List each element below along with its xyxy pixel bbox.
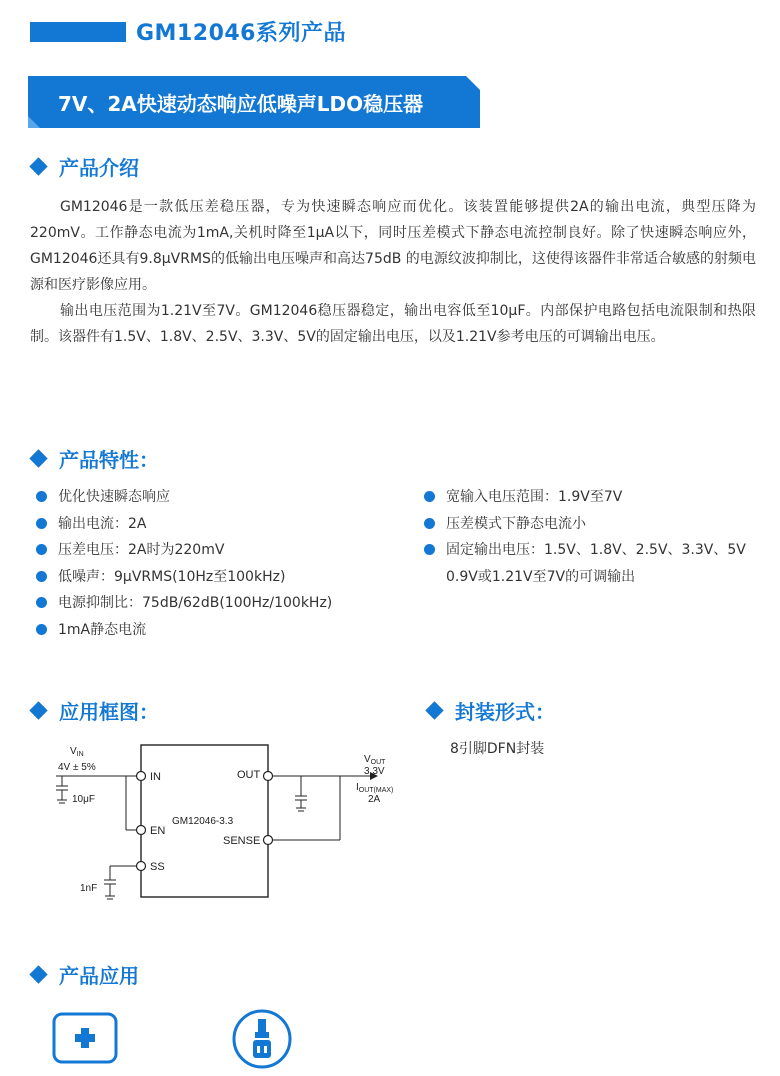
feature-text: 压差模式下静态电流小 (446, 515, 586, 532)
bullet-dot-icon (36, 491, 47, 502)
intro-paragraph-2: 输出电压范围为1.21V至7V。GM12046稳压器稳定，输出电容低至10μF。内部保护电路包括电流限制和热限制。该器件有1.5V、1.8V、2.5V、3.3V、5V的固定输出电压，以及1.21V参考电压的可调输出电压。 (30, 303, 756, 345)
feature-text: 固定输出电压：1.5V、1.8V、2.5V、3.3V、5V (446, 542, 746, 558)
app-diagram-heading (28, 696, 159, 725)
pin-in-node (137, 772, 146, 781)
bullet-dot-icon (36, 571, 47, 582)
product-banner (28, 76, 480, 128)
feature-item (30, 484, 410, 511)
pin-en-node (137, 826, 146, 835)
diamond-bullet-icon (29, 449, 47, 467)
feature-item (30, 511, 410, 538)
feature-text: 1mA静态电流 (58, 621, 147, 638)
banner-title: 7V、2A快速动态响应低噪声LDO稳压器 (58, 92, 424, 116)
header-accent-bar (30, 22, 126, 42)
applications-heading-label: 产品应用 (59, 964, 139, 988)
vout-label: $V_{OUT}$ (364, 754, 386, 766)
app-diagram-heading-label: 应用框图： (59, 700, 159, 724)
feature-item-continuation (418, 564, 758, 591)
pin-out-node (264, 772, 273, 781)
bullet-dot-icon (424, 518, 435, 529)
page-title: GM12046系列产品 (136, 21, 346, 46)
diamond-bullet-icon (29, 157, 47, 175)
feature-text: 低噪声：9μVRMS(10Hz至100kHz) (58, 568, 286, 585)
pin-in-label: IN (150, 771, 161, 783)
application-circuit-diagram (40, 740, 420, 920)
feature-item (418, 484, 758, 511)
cin-value: 10μF (72, 794, 95, 805)
feature-text: 输出电流：2A (58, 515, 147, 532)
feature-text: 压差电压：2A时为220mV (58, 542, 225, 558)
feature-text: 优化快速瞬态响应 (58, 489, 170, 505)
features-right-list (418, 484, 758, 590)
bullet-dot-icon (424, 491, 435, 502)
bullet-dot-icon (36, 624, 47, 635)
features-heading (28, 444, 159, 473)
pin-out-label: OUT (237, 769, 261, 781)
feature-text: 宽输入电压范围：1.9V至7V (446, 489, 623, 505)
feature-item (418, 511, 758, 538)
iout-label: $I_{OUT(MAX)}$ (356, 782, 394, 794)
feature-item (30, 590, 410, 617)
intro-heading (28, 152, 139, 181)
bullet-dot-icon (424, 544, 435, 555)
bullet-dot-icon (36, 518, 47, 529)
feature-item (418, 537, 758, 564)
medical-plus-icon (52, 1012, 118, 1064)
features-left-list (30, 484, 410, 643)
diamond-bullet-icon (425, 701, 443, 719)
feature-text: 电源抑制比：75dB/62dB(100Hz/100kHz) (58, 595, 333, 611)
intro-paragraph-1: GM12046是一款低压差稳压器，专为快速瞬态响应而优化。该装置能够提供2A的输出电流，典型压降为220mV。工作静态电流为1mA,关机时降至1μA以下，同时压差模式下静态电流控制良好。除了快速瞬态响应外，GM12046还具有9.8μVRMS的低输出电压噪声和高达75dB 的电源纹波抑制比，这使得该器件非常适合敏感的射频电源和医疗影像应用。 (30, 199, 756, 293)
iout-value: 2A (368, 794, 381, 805)
pin-sense-node (264, 836, 273, 845)
package-text: 8引脚DFN封装 (450, 741, 545, 757)
diamond-bullet-icon (29, 701, 47, 719)
applications-heading (28, 960, 139, 989)
pin-ss-label: SS (150, 861, 165, 873)
diamond-bullet-icon (29, 965, 47, 983)
bullet-dot-icon (36, 544, 47, 555)
pin-en-label: EN (150, 825, 166, 837)
pin-ss-node (137, 862, 146, 871)
package-heading-label: 封装形式： (455, 700, 555, 724)
feature-item (30, 564, 410, 591)
bullet-dot-icon (36, 597, 47, 608)
features-heading-label: 产品特性： (59, 448, 159, 472)
vin-label: $V_{IN}$ (70, 746, 84, 758)
feature-text: 0.9V或1.21V至7V的可调输出 (446, 568, 636, 585)
chip-name: GM12046-3.3 (172, 816, 234, 827)
pin-sense-label: SENSE (223, 835, 261, 847)
vout-value: 3.3V (364, 766, 385, 777)
vin-value: 4V ± 5% (58, 762, 96, 773)
power-plug-icon (231, 1008, 293, 1070)
feature-item (30, 537, 410, 564)
intro-heading-label: 产品介绍 (59, 156, 139, 180)
css-value: 1nF (80, 883, 98, 894)
feature-item (30, 617, 410, 644)
package-heading (424, 696, 555, 725)
